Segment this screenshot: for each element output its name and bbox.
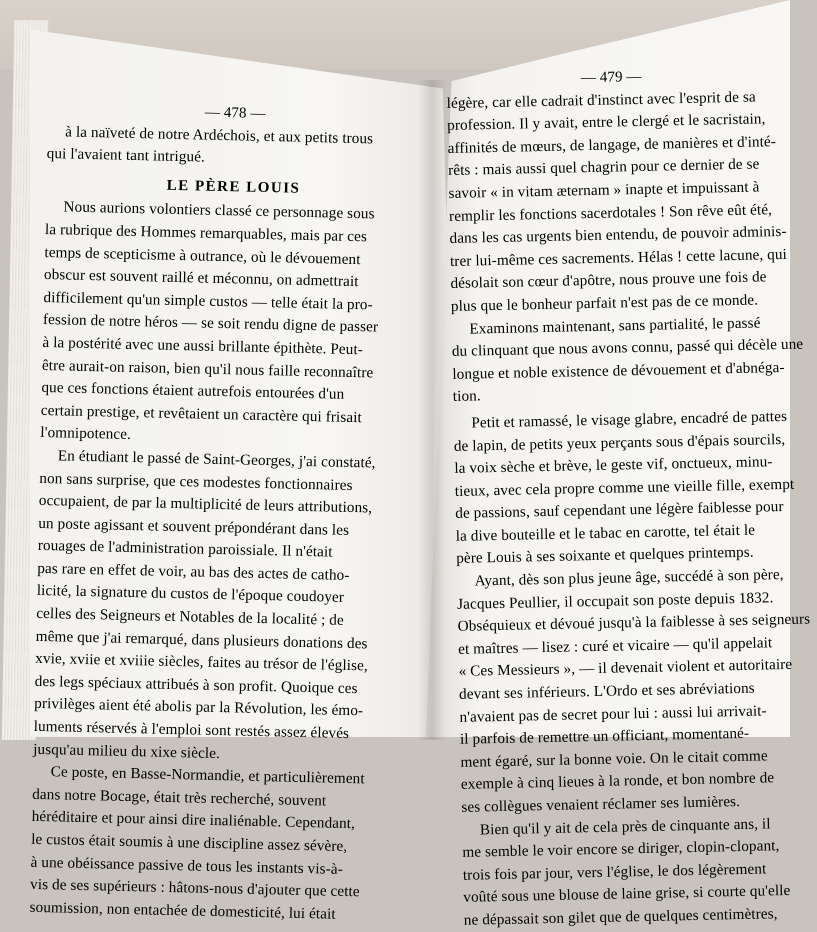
text-line: de lapin, de petits yeux perçants sous d'épais sourcils, [453, 430, 786, 455]
text-line: « Ces Messieurs », — il devenait violent et autoritaire [458, 656, 793, 681]
text-line: qui l'avaient tant intrigué. [46, 145, 206, 166]
text-line: que ces fonctions étaient autrefois entourées d'un [41, 379, 345, 403]
text-line: En étudiant le passé de Saint-Georges, j'ai constaté, [57, 447, 376, 472]
text-line: soumission, non entachée de domesticité, lui était [29, 898, 336, 923]
text-line: fession de notre héros — se soit rendu digne de passer [42, 311, 379, 336]
text-line: Petit et ramassé, le visage glabre, encadré de pattes [471, 407, 788, 432]
text-line: tion. [452, 387, 481, 406]
text-line: la rubrique des Hommes remarquables, mais par ces [44, 220, 368, 246]
text-line: difficilement qu'un simple custos — telle était la pro- [43, 288, 373, 314]
text-line: ses collègues venaient réclamer ses lumières. [461, 793, 741, 816]
text-line: trois fois par jour, vers l'église, le dos légèrement [462, 860, 767, 884]
text-line: être aurait-on raison, bien qu'il nous faille reconnaître [41, 356, 374, 381]
text-line: un poste agissant et souvent prépondérant dans les [38, 514, 350, 539]
text-line: me semble le voir encore se diriger, clopin-clopant, [462, 837, 780, 862]
text-line: à une obéissance passive de tous les instants vis-à- [30, 853, 344, 878]
text-line: pas rare en effet de voir, au bas des actes de catho- [37, 559, 350, 584]
text-line: à la naïveté de notre Ardéchois, et aux petits trous [65, 122, 374, 147]
text-line: licité, la signature du custos de l'époque coudoyer [36, 582, 345, 607]
text-line: remplir les fonctions sacerdotales ! Son rêve eût été, [448, 200, 773, 225]
text-line: de passions, sauf cependant une légère faiblesse pour [455, 498, 784, 523]
text-line: jusqu'au milieu du xixe siècle. [33, 740, 221, 762]
text-line: vis de ses supérieurs : hâtons-nous d'ajouter que cette [29, 875, 360, 901]
text-line: l'omnipotence. [40, 424, 132, 444]
text-line: voûté sous une blouse de laine grise, si courte qu'elle [463, 882, 791, 907]
text-line: du clinquant que nous avons connu, passé qui décèle une [451, 335, 804, 361]
text-line: profession. Il y avait, entre le clergé et le sacristain, [446, 110, 766, 135]
text-line: privilèges aient été abolis par la Révolution, les émo- [34, 695, 364, 720]
section-heading: LE PÈRE LOUIS [166, 177, 301, 197]
text-line: dans notre Bocage, était très recherché, souvent [32, 785, 327, 810]
text-line: exemple à cinq lieues à la ronde, et bon nombre de [460, 769, 775, 794]
text-line: tieux, avec cela propre comme une vieille fille, exempt [454, 475, 795, 500]
text-line: dans les cas urgents bien entendu, de pouvoir adminis- [449, 223, 787, 248]
right-page-number: — 479 — [580, 68, 642, 87]
left-page-text [29, 98, 423, 928]
text-line: rouages de l'administration paroissiale. Il n'était [37, 537, 333, 561]
text-line: la dive bouteille et le tabac en carotte, tel était le [455, 521, 756, 545]
text-line: désolait son cœur d'apôtre, nous prouve une fois de [450, 268, 767, 293]
text-line: trer lui-même ces sacrements. Hélas ! cette lacune, qui [449, 245, 788, 270]
text-line: rêts : mais aussi quel chagrin pour ce dernier de se [447, 155, 760, 180]
text-line: père Louis à ses soixante et quelques printemps. [456, 544, 754, 568]
text-line: luments réservés à l'emploi sont restés assez élevés [33, 717, 350, 743]
text-line: devant ses inférieurs. L'Ordo et ses abréviations [458, 679, 755, 703]
right-page-text [446, 63, 811, 932]
text-line: et maîtres — lisez : curé et vicaire — qu'il appelait [457, 634, 773, 658]
text-line: Examinons maintenant, sans partialité, le passé [469, 314, 761, 338]
book-gutter [418, 80, 446, 740]
text-line: non sans surprise, que ces modestes fonctionnaires [39, 469, 353, 494]
text-line: Nous aurions volontiers classé ce personnage sous [63, 198, 375, 223]
text-line: longue et noble existence de dévouement et d'abnéga- [452, 358, 785, 383]
text-line: même que j'ai remarqué, dans plusieurs donations des [35, 627, 368, 653]
text-line: obscur est souvent raillé et méconnu, on admettrait [43, 266, 359, 291]
text-line: le custos était soumis à une discipline assez sévère, [30, 830, 348, 855]
text-line: Jacques Peullier, il occupait son poste depuis 1832. [457, 588, 774, 613]
text-line: certain prestige, et revêtaient un caractère qui frisait [40, 401, 363, 426]
text-line: Obséquieux et dévoué jusqu'à la faiblesse à ses seigneurs [457, 610, 811, 636]
text-line: des legs spéciaux attribués à son profit. Quoique ces [34, 672, 358, 698]
left-page-number: — 478 — [204, 104, 266, 122]
text-line: héréditaire et pour ainsi dire inaliénable. Cependant, [31, 808, 356, 833]
text-line: Ce poste, en Basse-Normandie, et particulièrement [50, 763, 365, 788]
text-line: occupaient, de par la multiplicité de leurs attributions, [38, 491, 373, 517]
text-line: temps de scepticisme à outrance, où le dévouement [44, 243, 361, 268]
text-line: celles des Seigneurs et Notables de la localité ; de [36, 604, 344, 629]
text-line: Ayant, dès son plus jeune âge, succédé à son père, [474, 566, 784, 590]
text-line: la voix sèche et brève, le geste vif, onctueux, minu- [454, 453, 773, 478]
text-line: plus que le bonheur parfait n'est pas de ce monde. [450, 291, 759, 315]
text-line: à la postérité avec une aussi brillante épithète. Peut- [42, 333, 364, 359]
text-line: ment égaré, sur la bonne voie. On le citait comme [460, 747, 768, 771]
text-line: xvie, xviie et xviiie siècles, faites au trésor de l'église, [35, 650, 369, 675]
text-line: n'avaient pas de secret pour lui : aussi lui arrivait- [459, 702, 767, 726]
text-line: ne dépassait son gilet que de quelques centimètres, [463, 905, 778, 929]
text-line: légère, car elle cadrait d'instinct avec l'esprit de sa [446, 88, 756, 112]
text-line: il parfois de remettre un officiant, momentané- [459, 725, 750, 749]
text-line: affinités de mœurs, de langage, de manières et d'inté- [447, 132, 777, 157]
text-line: Bien qu'il y ait de cela près de cinquante ans, il [479, 814, 771, 839]
text-line: savoir « in vitam æternam » inapte et impuissant à [448, 178, 760, 202]
